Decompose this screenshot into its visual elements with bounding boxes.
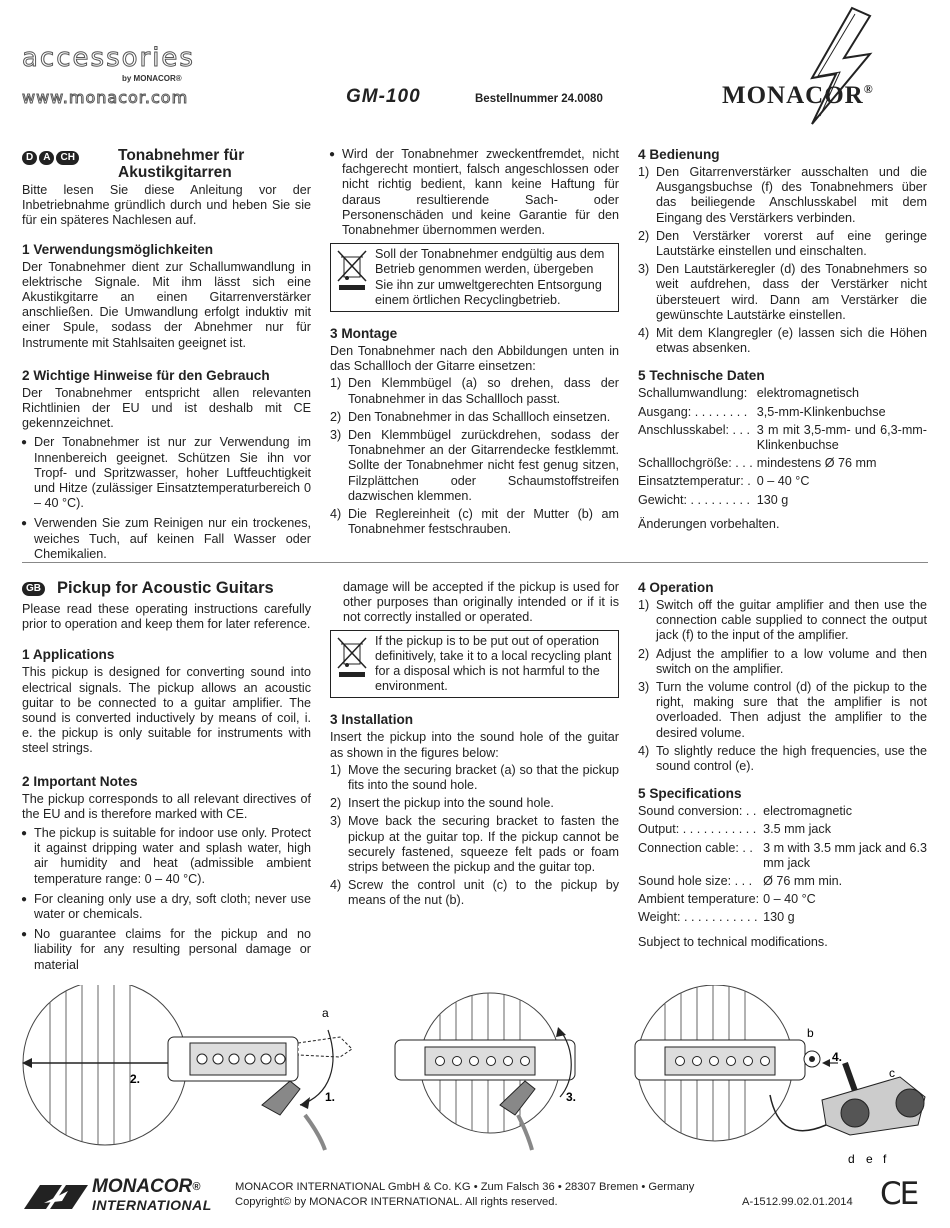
gb-s3-steps bbox=[330, 763, 619, 909]
de-weee-box bbox=[330, 243, 619, 312]
gb-s1-text: This pickup is designed for converting sound into electrical signals. The pickup allows an acoustic guitar to be connected to a guitar amplifier. The sound is converted inductively by means of coil, i. e. the pickup is only suitable for instruments with steel strings. bbox=[22, 665, 311, 756]
de-s1-text: Der Tonabnehmer dient zur Schallumwandlung in elektrische Signale. Mit ihm lässt sich eine Akustikgitarre an einen Gitarrenverstärker anschließen. Die Umwandlung erfolgt induktiv mit einer Spule, sodass der Abnehmer nur für Instrumente mit Stahlsaiten geeignet ist. bbox=[22, 259, 311, 350]
gb-s4-step-4: 4) To slightly reduce the high frequencies, use the sound control (e). bbox=[638, 743, 927, 774]
de-s1-heading: 1 Verwendungsmöglichkeiten bbox=[22, 241, 214, 257]
gb-column-1 bbox=[22, 580, 311, 978]
de-s2-text: Der Tonabnehmer entspricht allen relevanten Richtlinien der EU und ist deshalb mit CE gekennzeichnet. bbox=[22, 385, 311, 431]
de-s3-step-1: 1) Den Klemmbügel (a) so drehen, dass der Tonabnehmer in das Schallloch passt. bbox=[330, 376, 619, 406]
figure-2 bbox=[395, 985, 575, 1170]
spec-row: Sound conversion: . . electromagnetic bbox=[638, 804, 853, 819]
figure-label-d: d bbox=[848, 1152, 855, 1166]
de-s3-step-3: 3) Den Klemmbügel zurückdrehen, sodass der Tonabnehmer an der Gitarrendecke festklemmt. Sollte der Tonabnehmer nicht fest genug sitzen, Filzplättchen oder Schaumstoffstreifen dazwischen klemmen. bbox=[330, 428, 619, 503]
gb-weee-text: If the pickup is to be put out of operation definitively, take it to a local recycling plant for a disposal which is not harmful to the environment. bbox=[375, 633, 612, 694]
spec-row: Output: . . . . . . . . . . . 3.5 mm jack bbox=[638, 822, 831, 837]
gb-weee-box bbox=[330, 630, 619, 699]
gb-s2-text: The pickup corresponds to all relevant directives of the EU and is therefore marked with CE. bbox=[22, 791, 311, 821]
footer-address: MONACOR INTERNATIONAL GmbH & Co. KG • Zum Falsch 36 • 28307 Bremen • Germany bbox=[235, 1181, 695, 1193]
gb-s4-step-2: 2) Adjust the amplifier to a low volume and then switch on the amplifier. bbox=[638, 646, 927, 676]
de-s4-step-4: 4) Mit dem Klangregler (e) lassen sich die Höhen etwas absenken. bbox=[638, 326, 927, 356]
footer-brand bbox=[92, 1178, 212, 1214]
de-column-3 bbox=[638, 147, 927, 534]
document-number: A-1512.99.02.01.2014 bbox=[742, 1196, 853, 1208]
figure-label-b: b bbox=[807, 1026, 814, 1040]
gb-s3-heading: 3 Installation bbox=[330, 712, 414, 728]
gb-bullet-3: ● No guarantee claims for the pickup and no liability for any resulting personal damage or material bbox=[22, 927, 311, 973]
de-s5-heading: 5 Technische Daten bbox=[638, 368, 765, 384]
ce-mark: CE bbox=[880, 1176, 918, 1212]
gb-spec-table bbox=[638, 804, 927, 928]
footer-copyright: Copyright© by MONACOR INTERNATIONAL. All rights reserved. bbox=[235, 1196, 558, 1208]
monacor-brand bbox=[722, 82, 874, 110]
lang-badge-a: A bbox=[39, 151, 54, 165]
de-s3-text: Den Tonabnehmer nach den Abbildungen unten in das Schallloch der Gitarre einsetzen: bbox=[330, 344, 619, 374]
figure-3 bbox=[635, 985, 925, 1170]
figure-label-f: f bbox=[883, 1152, 887, 1166]
figure-label-e: e bbox=[866, 1152, 873, 1166]
de-s2-bullets bbox=[22, 435, 311, 562]
figure-step-1: 1. bbox=[325, 1090, 336, 1104]
crossed-bin-icon bbox=[335, 634, 375, 695]
footer-reg-mark: ® bbox=[192, 1181, 201, 1193]
spec-row: Weight: . . . . . . . . . . . 130 g bbox=[638, 910, 795, 925]
de-bullet-1: ● Der Tonabnehmer ist nur zur Verwendung im Innenbereich geeignet. Schützen Sie ihn vor Tropf- und Spritzwasser, hoher Luftfeuchtigkeit und Hitze (zulässiger Einsatztemperaturbereich 0 – 40 °C). bbox=[22, 435, 311, 511]
order-number: Bestellnummer 24.0080 bbox=[475, 93, 603, 105]
spec-row: Connection cable: . . 3 m with 3.5 mm jack and 6.3 mm jack bbox=[638, 840, 927, 870]
de-s4-step-3: 3) Den Lautstärkeregler (d) des Tonabnehmers so weit aufdrehen, dass der Verstärker nicht übersteuert wird. Dann am Verstärker die gewünschte Lautstärke einstellen. bbox=[638, 262, 927, 322]
de-column-1 bbox=[22, 147, 311, 567]
gb-s2-heading: 2 Important Notes bbox=[22, 773, 138, 789]
de-s4-steps bbox=[638, 165, 927, 356]
gb-title: Pickup for Acoustic Guitars bbox=[57, 579, 274, 597]
gb-s4-heading: 4 Operation bbox=[638, 580, 714, 595]
gb-s1-heading: 1 Applications bbox=[22, 647, 115, 663]
spec-row: Sound hole size: . . . Ø 76 mm min. bbox=[638, 874, 843, 889]
de-s3-heading: 3 Montage bbox=[330, 326, 398, 342]
lang-badge-ch: CH bbox=[56, 151, 78, 165]
figure-label-a: a bbox=[322, 1006, 329, 1020]
de-weee-text: Soll der Tonabnehmer endgültig aus dem Betrieb genommen werden, übergeben Sie ihn zur umweltgerechten Entsorgung einem örtlichen Recyclingbetrieb. bbox=[375, 247, 605, 307]
lang-badge-gb: GB bbox=[22, 582, 45, 596]
model-number: GM-100 bbox=[346, 86, 421, 107]
figure-step-2: 2. bbox=[130, 1072, 141, 1086]
by-monacor: by MONACOR® bbox=[122, 74, 182, 83]
footer-brand-name: MONACOR bbox=[92, 1176, 193, 1197]
de-title-line1: Tonabnehmer für bbox=[118, 147, 245, 164]
lang-badge-d: D bbox=[22, 151, 37, 165]
de-intro: Bitte lesen Sie diese Anleitung vor der Inbetriebnahme gründlich durch und heben Sie sie für ein späteres Nachlesen auf. bbox=[22, 183, 311, 228]
de-bullet-3: ● Wird der Tonabnehmer zweckentfremdet, nicht fachgerecht montiert, falsch angeschlossen oder nicht richtig bedient, kann keine Haftung für daraus resultierende Sach- oder Personenschäden und keine Garantie für den Tonabnehmer übernommen werden. bbox=[330, 147, 619, 238]
gb-s3-text: Insert the pickup into the sound hole of the guitar as shown in the figures below: bbox=[330, 730, 619, 760]
de-s2-heading: 2 Wichtige Hinweise für den Gebrauch bbox=[22, 367, 270, 383]
de-s4-step-1: 1) Den Gitarrenverstärker ausschalten und die Ausgangsbuchse (f) des Tonabnehmers über das beiliegende Anschlusskabel mit dem Eingang des Verstärkers verbinden. bbox=[638, 165, 927, 225]
figure-step-3: 3. bbox=[566, 1090, 577, 1104]
brand-name: MONACOR bbox=[722, 82, 864, 109]
gb-column-3 bbox=[638, 580, 927, 952]
gb-s4-step-1: 1) Switch off the guitar amplifier and then use the connection cable supplied to connect the output jack (f) to the input of the amplifier. bbox=[638, 598, 927, 643]
spec-row: Schalllochgröße: . . . mindestens Ø 76 mm bbox=[638, 456, 877, 471]
spec-row: Anschlusskabel: . . . 3 m mit 3,5-mm- und 6,3-mm-Klinkenbuchse bbox=[638, 422, 927, 453]
gb-s4-steps bbox=[638, 598, 927, 774]
crossed-bin-icon bbox=[335, 247, 375, 308]
registered-mark: ® bbox=[863, 82, 874, 96]
spec-row: Ausgang: . . . . . . . . 3,5-mm-Klinkenbuchse bbox=[638, 404, 886, 419]
de-changes-note: Änderungen vorbehalten. bbox=[638, 516, 780, 531]
figure-1 bbox=[22, 985, 352, 1170]
section-divider bbox=[22, 562, 928, 563]
accessories-logo bbox=[22, 44, 195, 72]
website-url[interactable]: www.monacor.com bbox=[22, 88, 189, 107]
de-s3-step-2: 2) Den Tonabnehmer in das Schallloch einsetzen. bbox=[330, 409, 611, 424]
accessories-wordmark: accessories bbox=[22, 43, 195, 73]
de-s4-heading: 4 Bedienung bbox=[638, 147, 720, 162]
gb-changes-note: Subject to technical modifications. bbox=[638, 934, 828, 949]
de-bullet-2: ● Verwenden Sie zum Reinigen nur ein trockenes, weiches Tuch, auf keinen Fall Wasser oder Chemikalien. bbox=[22, 516, 311, 562]
spec-row: Schallumwandlung: elektromagnetisch bbox=[638, 386, 859, 401]
gb-s2-continued: damage will be accepted if the pickup is used for other purposes than originally intended or if it is not correctly installed or operated. bbox=[343, 580, 619, 625]
figure-step-4: 4. bbox=[832, 1050, 843, 1064]
de-s4-step-2: 2) Den Verstärker vorerst auf eine geringe Lautstärke einstellen und einschalten. bbox=[638, 228, 927, 259]
installation-figures bbox=[0, 985, 950, 1170]
gb-s3-step-1: 1) Move the securing bracket (a) so that the pickup fits into the sound hole. bbox=[330, 762, 619, 793]
de-s3-step-4: 4) Die Reglereinheit (c) mit der Mutter (b) am Tonabnehmer festschrauben. bbox=[330, 507, 619, 537]
gb-s4-step-3: 3) Turn the volume control (d) of the pickup to the right, making sure that the amplifier is not overloaded. Then adjust the amplifier to the desired volume. bbox=[638, 680, 927, 740]
monacor-footer-icon bbox=[22, 1181, 92, 1211]
footer-brand-sub: INTERNATIONAL bbox=[92, 1197, 212, 1213]
gb-bullet-1: ● The pickup is suitable for indoor use only. Protect it against dripping water and splash water, high air humidity and heat (admissible ambient temperature range: 0 – 40 °C). bbox=[22, 826, 311, 887]
gb-s3-step-2: 2) Insert the pickup into the sound hole. bbox=[330, 796, 554, 811]
gb-s5-heading: 5 Specifications bbox=[638, 786, 742, 802]
de-spec-table bbox=[638, 386, 927, 510]
de-title-line2: Akustikgitarren bbox=[118, 164, 232, 181]
gb-s3-step-4: 4) Screw the control unit (c) to the pickup by means of the nut (b). bbox=[330, 878, 619, 908]
figure-label-c: c bbox=[889, 1066, 895, 1080]
gb-column-2 bbox=[330, 580, 619, 912]
gb-bullet-2: ● For cleaning only use a dry, soft cloth; never use water or chemicals. bbox=[22, 892, 311, 922]
spec-row: Einsatztemperatur: . 0 – 40 °C bbox=[638, 474, 810, 489]
spec-row: Gewicht: . . . . . . . . . 130 g bbox=[638, 492, 789, 507]
gb-s2-bullets bbox=[22, 826, 311, 973]
spec-row: Ambient temperature: 0 – 40 °C bbox=[638, 892, 816, 907]
gb-s3-step-3: 3) Move back the securing bracket to fasten the pickup at the guitar top. If the pickup cannot be securely fastened, squeeze felt pads or foam strips between the pickup and the guitar top. bbox=[330, 814, 619, 875]
de-s3-steps bbox=[330, 376, 619, 537]
gb-intro: Please read these operating instructions carefully prior to operation and keep them for later reference. bbox=[22, 602, 311, 632]
de-column-2 bbox=[330, 147, 619, 540]
